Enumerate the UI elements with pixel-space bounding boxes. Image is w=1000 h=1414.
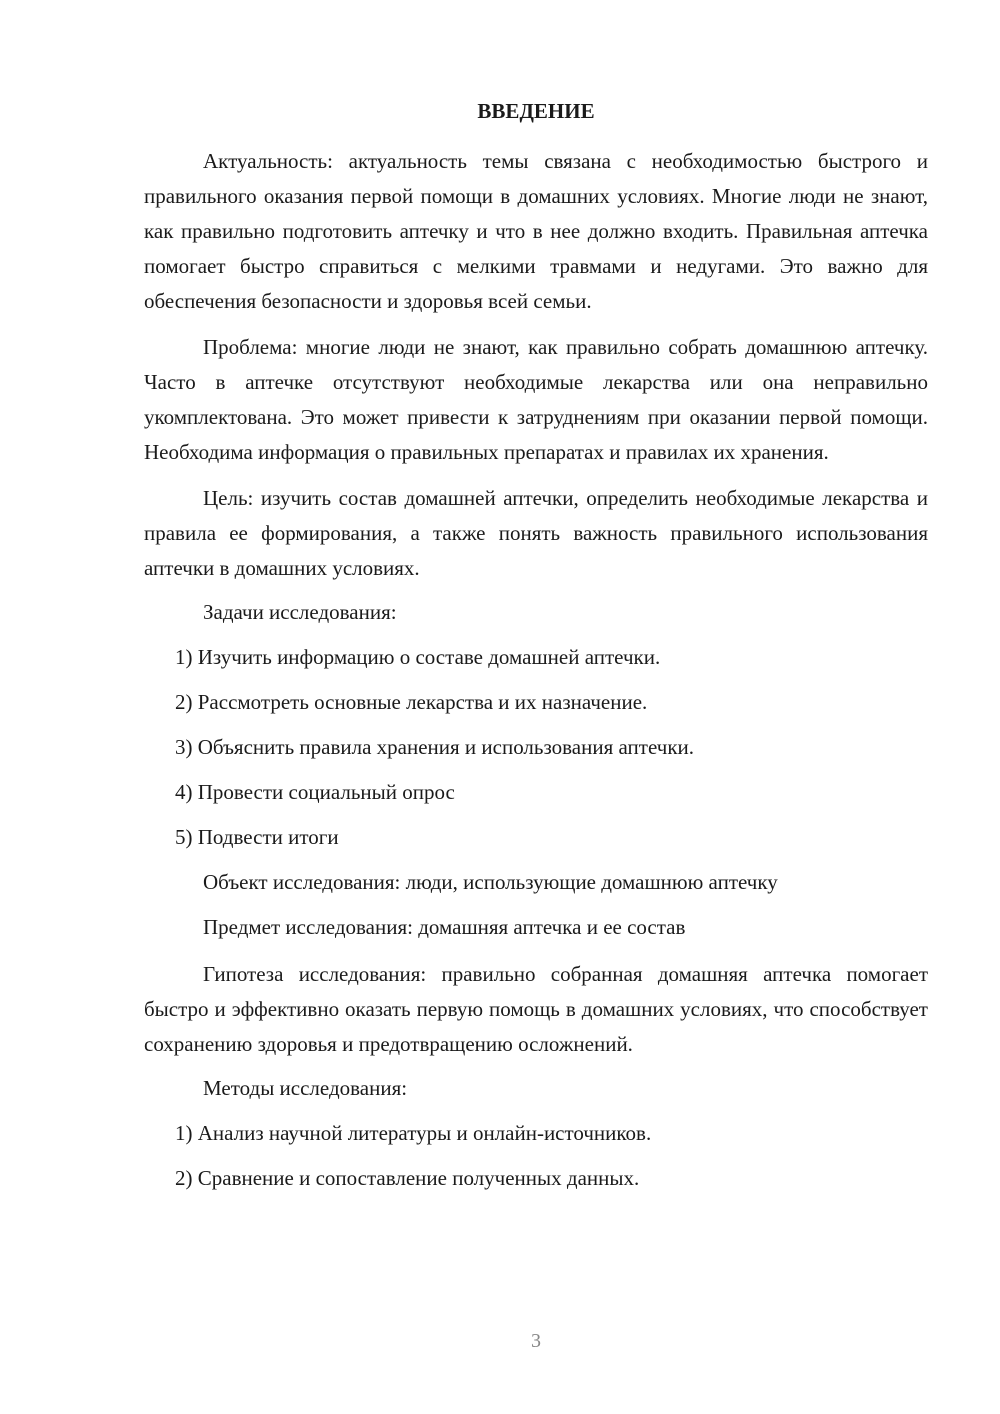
tasks-label: Задачи исследования:	[203, 600, 397, 624]
task-item: 3) Объяснить правила хранения и использования аптечки.	[175, 735, 695, 759]
method-item: 1) Анализ научной литературы и онлайн-источников.	[175, 1121, 652, 1145]
relevance-paragraph: Актуальность: актуальность темы связана с необходимостью быстрого и правильного оказания первой помощи в домашних условиях. Многие люди не знают, как правильно подготовить аптечку и что в нее должно входить. Правильная аптечка помогает быстро справиться с мелкими травмами и недугами. Это важно для обеспечения безопасности и здоровья всей семьи.	[144, 149, 928, 313]
task-item: 1) Изучить информацию о составе домашней аптечки.	[175, 645, 661, 669]
hypothesis-paragraph: Гипотеза исследования: правильно собранная домашняя аптечка помогает быстро и эффективно оказать первую помощь в домашних условиях, что способствует сохранению здоровья и предотвращению осложнений.	[144, 962, 928, 1056]
methods-list	[144, 1118, 928, 1193]
task-item: 4) Провести социальный опрос	[175, 780, 455, 804]
page-content	[144, 96, 928, 1208]
page-number: 3	[531, 1330, 541, 1352]
tasks-list	[144, 642, 928, 852]
problem-paragraph: Проблема: многие люди не знают, как правильно собрать домашнюю аптечку. Часто в аптечке отсутствуют необходимые лекарства или она неправильно укомплектована. Это может привести к затруднениям при оказании первой помощи. Необходима информация о правильных препаратах и правилах их хранения.	[144, 335, 928, 464]
task-item: 2) Рассмотреть основные лекарства и их назначение.	[175, 690, 648, 714]
goal-paragraph: Цель: изучить состав домашней аптечки, определить необходимые лекарства и правила ее формирования, а также понять важность правильного использования аптечки в домашних условиях.	[144, 486, 928, 580]
task-item: 5) Подвести итоги	[175, 825, 339, 849]
research-object: Объект исследования: люди, использующие домашнюю аптечку	[203, 870, 778, 894]
research-subject: Предмет исследования: домашняя аптечка и ее состав	[203, 915, 686, 939]
methods-label: Методы исследования:	[203, 1076, 408, 1100]
method-item: 2) Сравнение и сопоставление полученных данных.	[175, 1166, 640, 1190]
section-heading: ВВЕДЕНИЕ	[477, 99, 595, 123]
